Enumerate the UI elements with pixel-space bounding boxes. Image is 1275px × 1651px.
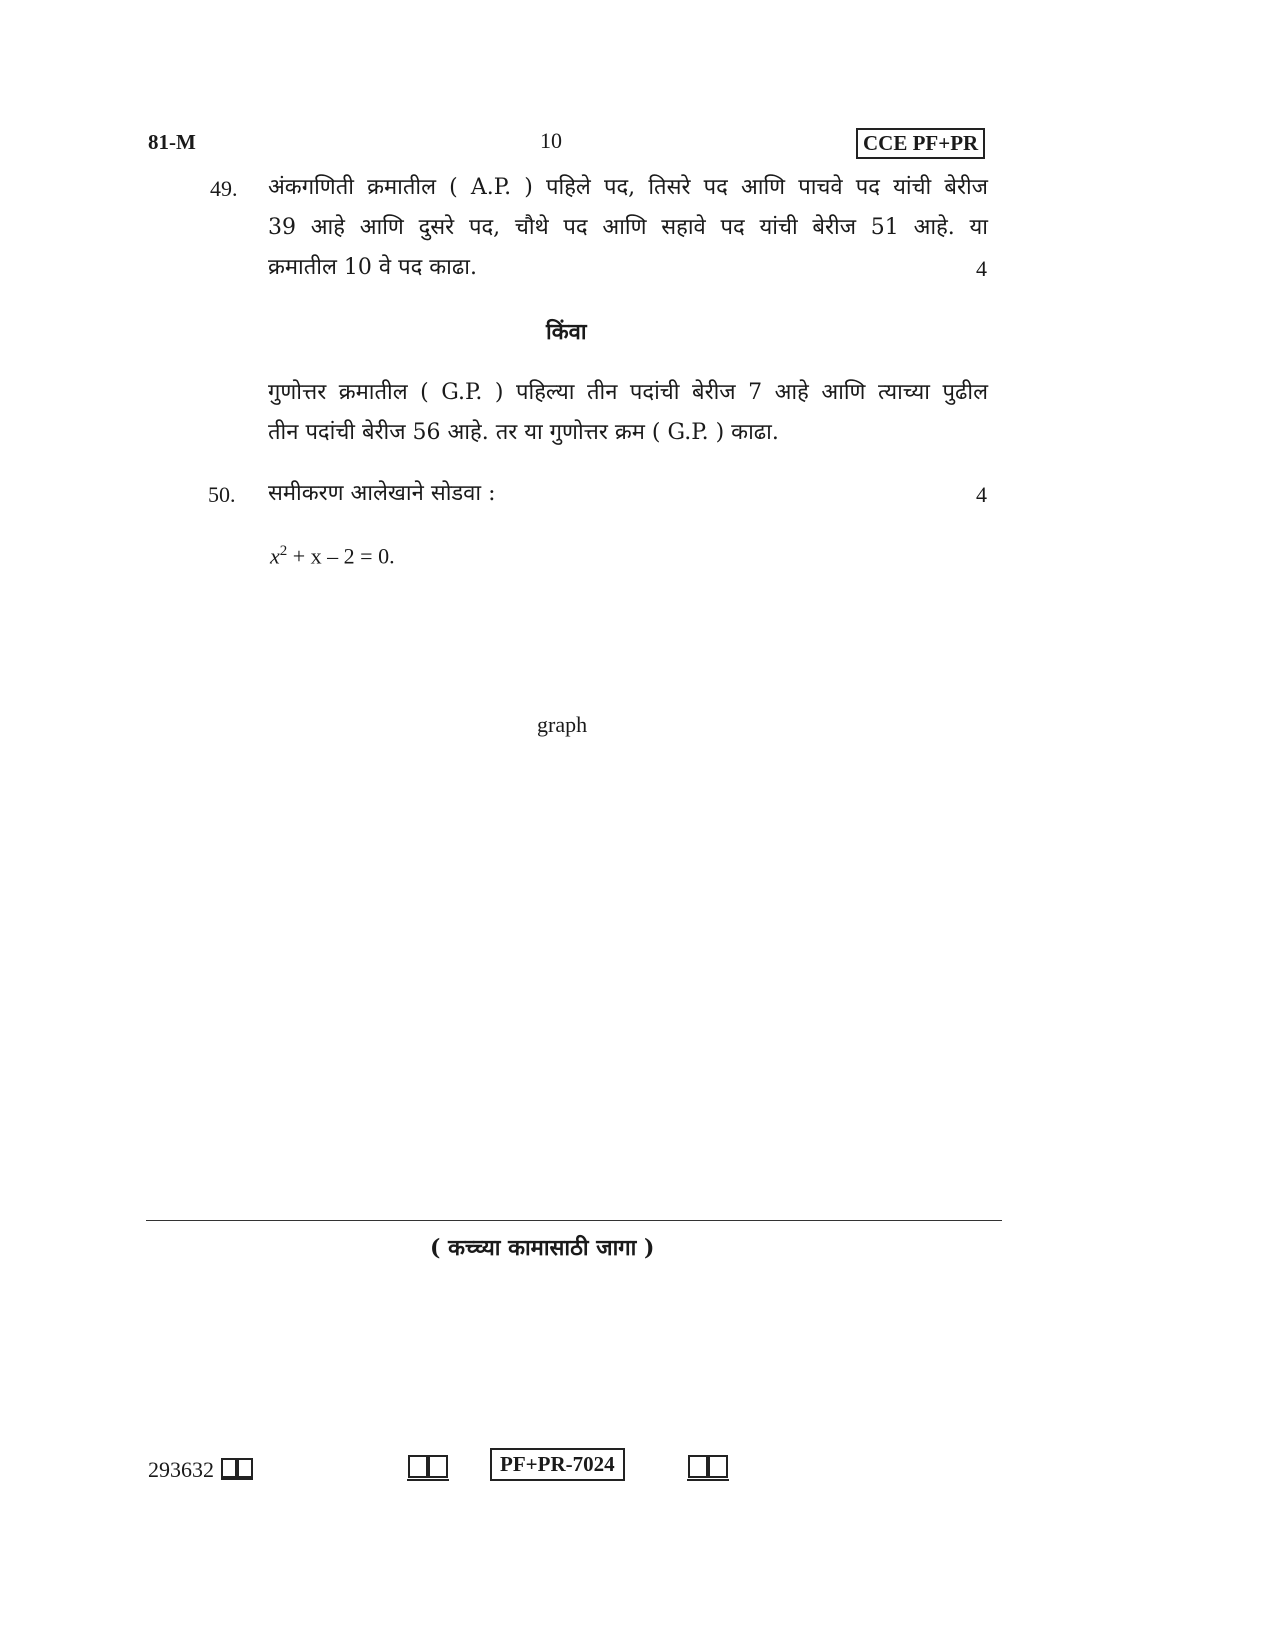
- question-49-text: [268, 168, 988, 288]
- equation-rest: + x – 2 = 0.: [287, 543, 395, 569]
- question-49-line-1: अंकगणिती क्रमातील ( A.P. ) पहिले पद, तिसरे पद आणि पाचवे पद यांची बेरीज: [268, 175, 988, 200]
- paper-code-badge: CCE PF+PR: [856, 128, 985, 159]
- page-number: 10: [540, 128, 562, 153]
- alternative-line-1: गुणोत्तर क्रमातील ( G.P. ) पहिल्या तीन पदांची बेरीज 7 आहे आणि त्याच्या पुढील: [268, 380, 988, 405]
- question-49-line-3: क्रमातील 10 वे पद काढा.: [268, 255, 477, 280]
- footer-serial: 293632: [148, 1457, 214, 1482]
- equation: [270, 543, 395, 569]
- question-number-49: 49.: [210, 176, 238, 201]
- equation-exponent: 2: [279, 543, 288, 559]
- graph-label: graph: [537, 712, 588, 737]
- book-icon: [686, 1452, 730, 1482]
- footer-paper-code-badge: PF+PR-7024: [490, 1448, 625, 1481]
- page-code: 81-M: [148, 130, 196, 154]
- question-49-line-2: 39 आहे आणि दुसरे पद, चौथे पद आणि सहावे पद यांची बेरीज 51 आहे. या: [268, 215, 988, 240]
- rough-work-label: ( कच्च्या कामासाठी जागा ): [430, 1235, 655, 1261]
- question-49-alternative: [268, 373, 988, 453]
- question-50-marks: 4: [976, 482, 987, 507]
- question-50-text: समीकरण आलेखाने सोडवा :: [268, 481, 496, 506]
- or-label: किंवा: [546, 319, 587, 345]
- equation-variable: x: [270, 543, 280, 569]
- question-number-50: 50.: [208, 482, 236, 507]
- footer-code: [148, 1455, 254, 1483]
- book-icon: [220, 1455, 254, 1481]
- alternative-line-2: तीन पदांची बेरीज 56 आहे. तर या गुणोत्तर क्रम ( G.P. ) काढा.: [268, 420, 779, 445]
- question-49-marks: 4: [976, 256, 987, 281]
- book-icon: [406, 1452, 450, 1482]
- divider-line: [146, 1220, 1002, 1221]
